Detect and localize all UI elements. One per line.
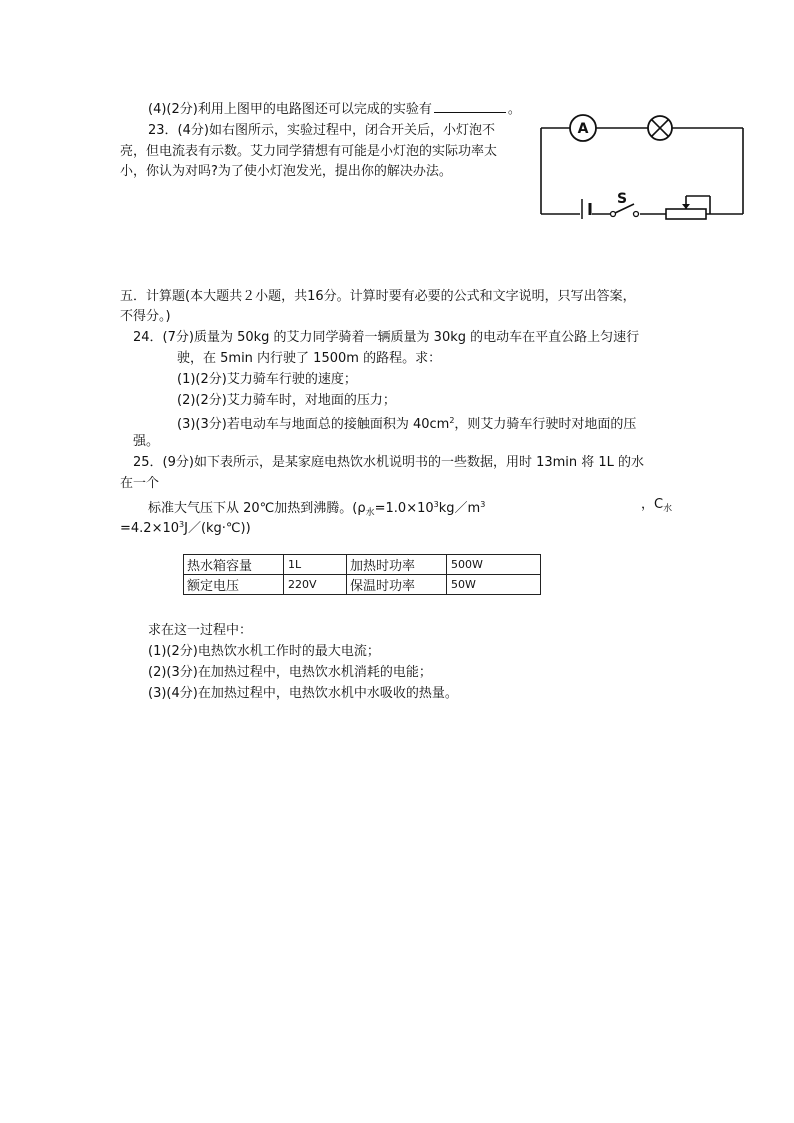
table-cell: 热水箱容量 [184,555,284,575]
q25-line4-b: J／(kg·℃)) [184,521,251,536]
q24-sub1: (1)(2分)艾力骑车行驶的速度； [177,372,357,387]
table-cell: 500W [447,555,541,575]
q25-ask: 求在这一过程中： [148,623,253,638]
q25-line3-d: ，C [641,497,664,512]
q25-line4-a: =4.2×10 [120,521,180,536]
q25-line2: 在一个 [120,476,160,491]
table-row [184,575,541,595]
ammeter-icon [570,115,596,141]
ammeter-label: A [577,121,589,137]
q25-line4-sup: 3 [179,520,185,529]
q24-sub2: (2)(2分)艾力骑车时，对地面的压力； [177,393,396,408]
q25-sub2: (2)(3分)在加热过程中，电热饮水机消耗的电能； [148,665,432,680]
q25-sub3: (3)(4分)在加热过程中，电热饮水机中水吸收的热量。 [148,686,458,701]
q24-sub3-text-b: ，则艾力骑车行驶时对地面的压 [454,417,637,432]
q25-line4 [120,516,251,538]
q25-sub1: (1)(2分)电热饮水机工作时的最大电流； [148,644,380,659]
switch-icon [611,191,639,217]
rheostat-icon [666,196,710,219]
q25-line3-sup1: 3 [433,500,439,509]
q25-line3-sub: 水 [365,508,375,518]
q25-line3-b: =1.0×10 [374,501,434,516]
spec-table [183,554,541,595]
section5-heading-line2: 不得分。) [120,309,171,324]
section5-heading-line1: 五．计算题(本大题共２小题，共16分。计算时要有必要的公式和文字说明，只写出答案， [120,289,636,304]
table-cell: 额定电压 [184,575,284,595]
q22-part4-text: (4)(2分)利用上图甲的电路图还可以完成的实验有 [148,102,432,117]
table-cell: 220V [284,575,347,595]
table-cell: 50W [447,575,541,595]
q24-line1: 24．(7分)质量为 50kg 的艾力同学骑着一辆质量为 30kg 的电动车在平直公路上匀速行 [133,330,640,345]
q23-line2: 亮，但电流表有示数。艾力同学猜想有可能是小灯泡的实际功率太 [120,144,498,159]
table-cell: 加热时功率 [347,555,447,575]
q25-line3-c: kg／m [438,501,481,516]
q24-line2: 驶，在 5min 内行驶了 1500m 的路程。求： [177,351,442,366]
q24-sub3 [177,412,636,434]
lamp-icon [648,116,672,140]
q23-line3: 小，你认为对吗?为了使小灯泡发光，提出你的解决办法。 [120,164,452,179]
q22-part4-end: 。 [507,102,521,117]
q25-line3-tail [641,496,672,518]
battery-icon [582,199,590,219]
switch-label: S [616,191,628,207]
table-row [184,555,541,575]
q25-line1: 25．(9分)如下表所示，是某家庭电热饮水机说明书的一些数据，用时 13min 将 1L 的水 [133,455,645,470]
q25-line3-sup2: 3 [480,500,486,509]
circuit-diagram [536,110,748,220]
q24-sub3-text-a: (3)(3分)若电动车与地面总的接触面积为 40cm [177,417,450,432]
q23-line1: 23．(4分)如右图所示，实验过程中，闭合开关后，小灯泡不 [148,123,495,138]
table-cell: 1L [284,555,347,575]
q25-line3-a: 标准大气压下从 20℃加热到沸腾。(ρ [148,501,366,516]
q24-sub3-sup: 2 [449,416,455,425]
q25-line3-sub2: 水 [663,504,673,514]
answer-blank [434,100,506,113]
q24-sub3-line2: 强。 [133,434,160,449]
q22-part4 [148,100,521,119]
table-cell: 保温时功率 [347,575,447,595]
